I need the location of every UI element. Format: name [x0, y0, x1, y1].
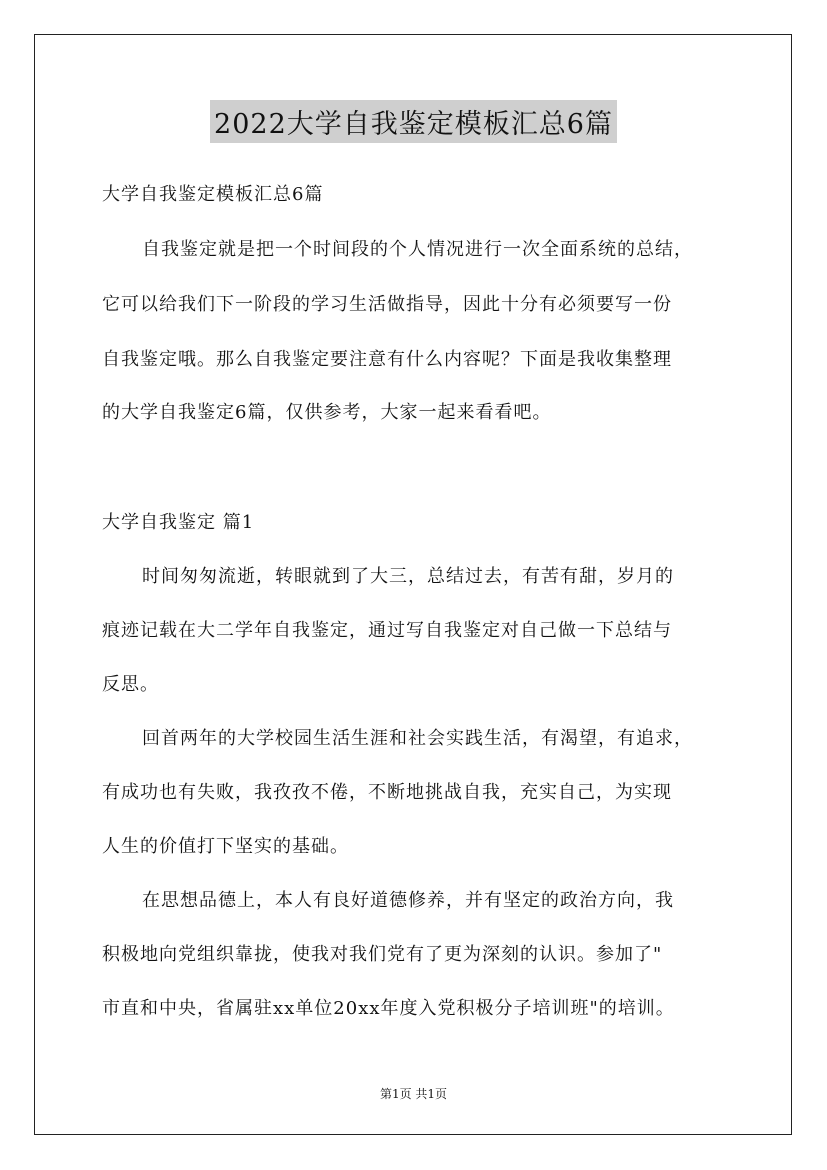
section-line: 积极地向党组织靠拢，使我对我们党有了更为深刻的认识。参加了"	[102, 944, 663, 965]
intro-line: 它可以给我们下一阶段的学习生活做指导，因此十分有必须要写一份	[102, 294, 672, 315]
intro-line: 自我鉴定就是把一个时间段的个人情况进行一次全面系统的总结，	[142, 239, 693, 260]
document-subtitle: 大学自我鉴定模板汇总6篇	[102, 184, 324, 205]
section-line: 有成功也有失败，我孜孜不倦，不断地挑战自我，充实自己，为实现	[102, 782, 672, 803]
intro-line: 自我鉴定哦。那么自我鉴定要注意有什么内容呢？下面是我收集整理	[102, 349, 672, 370]
section-line: 市直和中央，省属驻xx单位20xx年度入党积极分子培训班"的培训。	[102, 998, 675, 1019]
section-line: 回首两年的大学校园生活生涯和社会实践生活，有渴望，有追求，	[142, 728, 693, 749]
section-line: 人生的价值打下坚实的基础。	[102, 836, 349, 857]
document-title: 2022大学自我鉴定模板汇总6篇	[210, 100, 617, 143]
section-heading: 大学自我鉴定 篇1	[102, 512, 255, 533]
section-line: 在思想品德上，本人有良好道德修养，并有坚定的政治方向，我	[142, 890, 674, 911]
section-line: 痕迹记载在大二学年自我鉴定，通过写自我鉴定对自己做一下总结与	[102, 620, 672, 641]
section-line: 反思。	[102, 674, 159, 695]
title-container	[0, 100, 827, 143]
section-line: 时间匆匆流逝，转眼就到了大三，总结过去，有苦有甜，岁月的	[142, 566, 674, 587]
page-footer: 第1页 共1页	[379, 1087, 448, 1101]
intro-line: 的大学自我鉴定6篇，仅供参考，大家一起来看看吧。	[102, 402, 552, 423]
